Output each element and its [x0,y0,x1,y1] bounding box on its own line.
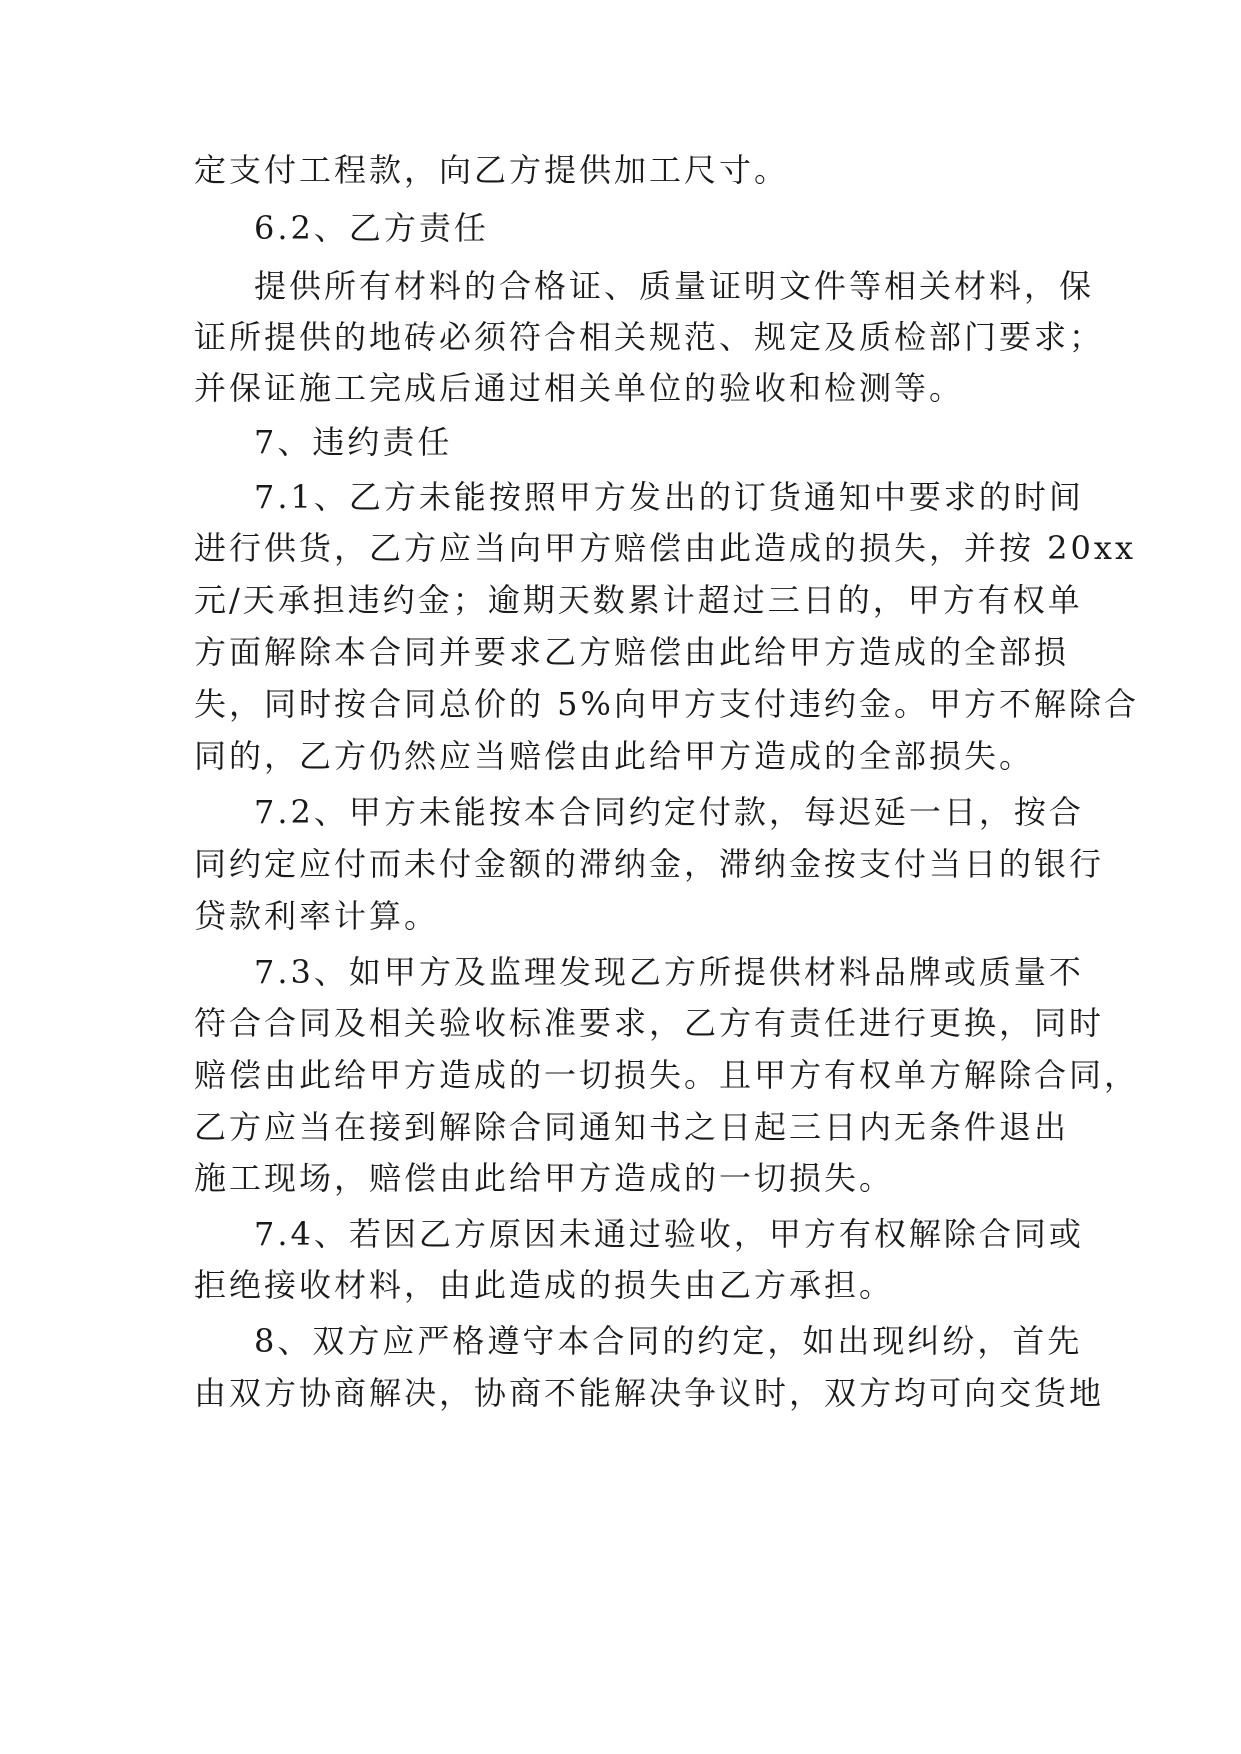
text-line: 贷款利率计算。 [194,897,440,935]
text-line: 8、双方应严格遵守本合同的约定，如出现纠纷，首先 [254,1322,1083,1360]
text-line: 提供所有材料的合格证、质量证明文件等相关材料，保 [254,267,1095,305]
text-line: 证所提供的地砖必须符合相关规范、规定及质检部门要求； [194,318,1105,356]
text-line: 定支付工程款，向乙方提供加工尺寸。 [194,151,790,189]
text-line: 7.1、乙方未能按照甲方发出的订货通知中要求的时间 [254,478,1084,516]
section-heading: 6.2、乙方责任 [254,209,489,247]
text-line: 失，同时按合同总价的 5%向甲方支付违约金。甲方不解除合 [194,685,1139,723]
text-line: 并保证施工完成后通过相关单位的验收和检测等。 [194,369,965,407]
text-line: 7.4、若因乙方原因未通过验收，甲方有权解除合同或 [254,1215,1084,1253]
text-line: 同约定应付而未付金额的滞纳金，滞纳金按支付当日的银行 [194,845,1105,883]
text-line: 拒绝接收材料，由此造成的损失由乙方承担。 [194,1266,895,1304]
text-line: 7.3、如甲方及监理发现乙方所提供材料品牌或质量不 [254,953,1084,991]
text-line: 乙方应当在接到解除合同通知书之日起三日内无条件退出 [194,1108,1070,1146]
text-line: 赔偿由此给甲方造成的一切损失。且甲方有权单方解除合同， [194,1056,1140,1094]
text-line: 方面解除本合同并要求乙方赔偿由此给甲方造成的全部损 [194,633,1070,671]
text-line: 7.2、甲方未能按本合同约定付款，每迟延一日，按合 [254,793,1084,831]
text-line: 同的，乙方仍然应当赔偿由此给甲方造成的全部损失。 [194,737,1035,775]
text-line: 元/天承担违约金；逾期天数累计超过三日的，甲方有权单 [194,581,1083,619]
text-line: 符合合同及相关验收标准要求，乙方有责任进行更换，同时 [194,1004,1105,1042]
text-line: 施工现场，赔偿由此给甲方造成的一切损失。 [194,1159,895,1197]
text-line: 进行供货，乙方应当向甲方赔偿由此造成的损失，并按 20xx [194,529,1136,567]
section-heading: 7、违约责任 [254,423,453,461]
text-line: 由双方协商解决，协商不能解决争议时，双方均可向交货地 [194,1374,1105,1412]
